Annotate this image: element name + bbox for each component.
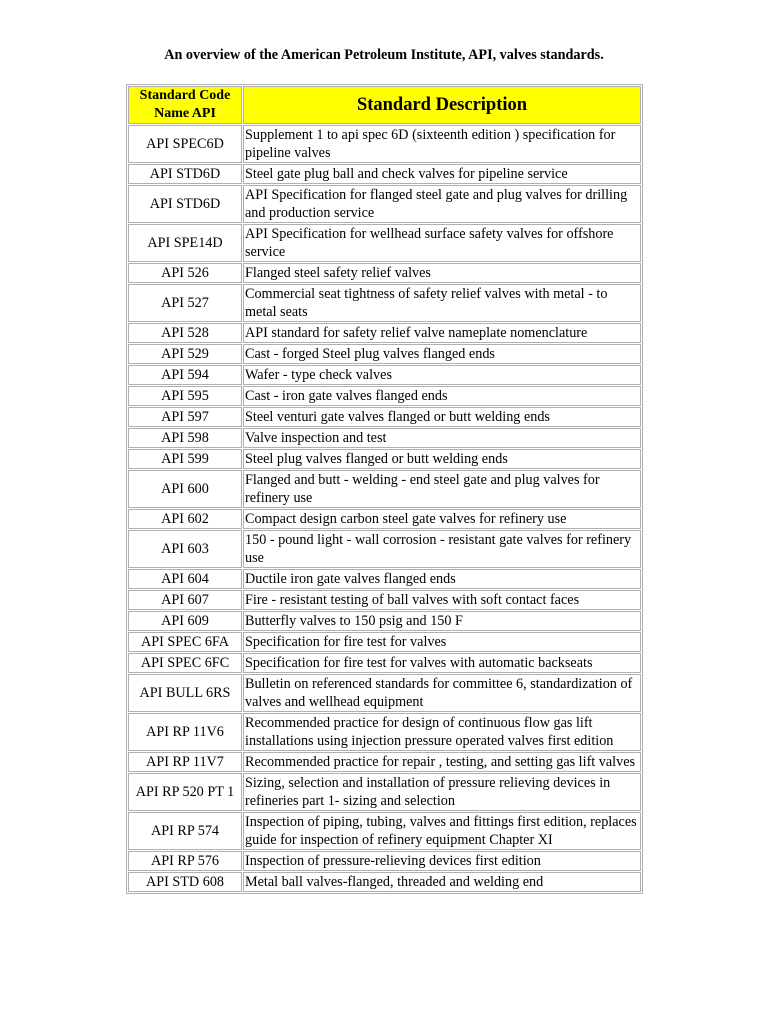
table-row <box>128 125 641 163</box>
table-row <box>128 470 641 508</box>
table-row <box>128 263 641 283</box>
standard-description-cell: Cast - forged Steel plug valves flanged ends <box>243 344 641 364</box>
standard-description-cell: Butterfly valves to 150 psig and 150 F <box>243 611 641 631</box>
table-row <box>128 344 641 364</box>
table-row <box>128 569 641 589</box>
standard-code-cell: API STD6D <box>128 185 242 223</box>
standard-description-cell: Steel plug valves flanged or butt welding ends <box>243 449 641 469</box>
api-standards-table <box>126 84 643 894</box>
table-row <box>128 365 641 385</box>
standard-description-cell: Inspection of piping, tubing, valves and fittings first edition, replaces guide for inspection of refinery equipment Chapter XI <box>243 812 641 850</box>
table-row <box>128 386 641 406</box>
standard-code-cell: API SPEC6D <box>128 125 242 163</box>
standard-code-cell: API SPEC 6FA <box>128 632 242 652</box>
table-row <box>128 611 641 631</box>
standard-code-cell: API 604 <box>128 569 242 589</box>
table-row <box>128 812 641 850</box>
standard-description-cell: Valve inspection and test <box>243 428 641 448</box>
table-row <box>128 590 641 610</box>
standard-code-cell: API RP 11V7 <box>128 752 242 772</box>
header-code: Standard Code Name API <box>128 86 242 124</box>
table-row <box>128 428 641 448</box>
standard-description-cell: Recommended practice for design of continuous flow gas lift installations using injection pressure operated valves first edition <box>243 713 641 751</box>
standard-code-cell: API RP 576 <box>128 851 242 871</box>
table-row <box>128 653 641 673</box>
table-row <box>128 674 641 712</box>
standard-description-cell: Specification for fire test for valves <box>243 632 641 652</box>
standard-code-cell: API 526 <box>128 263 242 283</box>
header-description: Standard Description <box>243 86 641 124</box>
standard-code-cell: API 600 <box>128 470 242 508</box>
standard-description-cell: API Specification for flanged steel gate and plug valves for drilling and production service <box>243 185 641 223</box>
table-row <box>128 284 641 322</box>
standard-code-cell: API SPEC 6FC <box>128 653 242 673</box>
standard-description-cell: Inspection of pressure-relieving devices first edition <box>243 851 641 871</box>
standard-code-cell: API 602 <box>128 509 242 529</box>
standard-description-cell: API Specification for wellhead surface safety valves for offshore service <box>243 224 641 262</box>
table-row <box>128 407 641 427</box>
standard-description-cell: Fire - resistant testing of ball valves with soft contact faces <box>243 590 641 610</box>
table-row <box>128 872 641 892</box>
standard-description-cell: Wafer - type check valves <box>243 365 641 385</box>
standard-code-cell: API 597 <box>128 407 242 427</box>
standard-code-cell: API 528 <box>128 323 242 343</box>
standard-description-cell: Ductile iron gate valves flanged ends <box>243 569 641 589</box>
standard-code-cell: API RP 574 <box>128 812 242 850</box>
standard-description-cell: Steel venturi gate valves flanged or butt welding ends <box>243 407 641 427</box>
table-row <box>128 509 641 529</box>
table-row <box>128 632 641 652</box>
table-row <box>128 449 641 469</box>
table-header-row <box>128 86 641 124</box>
standard-code-cell: API 529 <box>128 344 242 364</box>
standard-description-cell: Steel gate plug ball and check valves for pipeline service <box>243 164 641 184</box>
standard-description-cell: API standard for safety relief valve nameplate nomenclature <box>243 323 641 343</box>
standard-code-cell: API 603 <box>128 530 242 568</box>
standard-description-cell: Cast - iron gate valves flanged ends <box>243 386 641 406</box>
table-row <box>128 224 641 262</box>
table-row <box>128 164 641 184</box>
standard-code-cell: API STD 608 <box>128 872 242 892</box>
standard-description-cell: Specification for fire test for valves with automatic backseats <box>243 653 641 673</box>
standard-code-cell: API 598 <box>128 428 242 448</box>
standard-description-cell: Flanged and butt - welding - end steel gate and plug valves for refinery use <box>243 470 641 508</box>
standard-code-cell: API 599 <box>128 449 242 469</box>
standard-description-cell: Supplement 1 to api spec 6D (sixteenth edition ) specification for pipeline valves <box>243 125 641 163</box>
table-row <box>128 185 641 223</box>
table-body <box>128 125 641 892</box>
table-row <box>128 323 641 343</box>
table-row <box>128 713 641 751</box>
standard-description-cell: Commercial seat tightness of safety relief valves with metal - to metal seats <box>243 284 641 322</box>
standard-code-cell: API 594 <box>128 365 242 385</box>
standard-code-cell: API 527 <box>128 284 242 322</box>
table-row <box>128 851 641 871</box>
standard-description-cell: Compact design carbon steel gate valves for refinery use <box>243 509 641 529</box>
standard-description-cell: Metal ball valves-flanged, threaded and welding end <box>243 872 641 892</box>
standard-code-cell: API STD6D <box>128 164 242 184</box>
page-title: An overview of the American Petroleum Institute, API, valves standards. <box>164 47 604 63</box>
standard-code-cell: API 595 <box>128 386 242 406</box>
standard-code-cell: API RP 11V6 <box>128 713 242 751</box>
standard-description-cell: Recommended practice for repair , testing, and setting gas lift valves <box>243 752 641 772</box>
standard-code-cell: API BULL 6RS <box>128 674 242 712</box>
table-row <box>128 530 641 568</box>
standard-description-cell: Flanged steel safety relief valves <box>243 263 641 283</box>
standard-code-cell: API 609 <box>128 611 242 631</box>
standard-description-cell: Bulletin on referenced standards for committee 6, standardization of valves and wellhead equipment <box>243 674 641 712</box>
table-row <box>128 773 641 811</box>
standard-description-cell: 150 - pound light - wall corrosion - resistant gate valves for refinery use <box>243 530 641 568</box>
table-row <box>128 752 641 772</box>
standard-description-cell: Sizing, selection and installation of pressure relieving devices in refineries part 1- sizing and selection <box>243 773 641 811</box>
standard-code-cell: API 607 <box>128 590 242 610</box>
standard-code-cell: API RP 520 PT 1 <box>128 773 242 811</box>
standard-code-cell: API SPE14D <box>128 224 242 262</box>
